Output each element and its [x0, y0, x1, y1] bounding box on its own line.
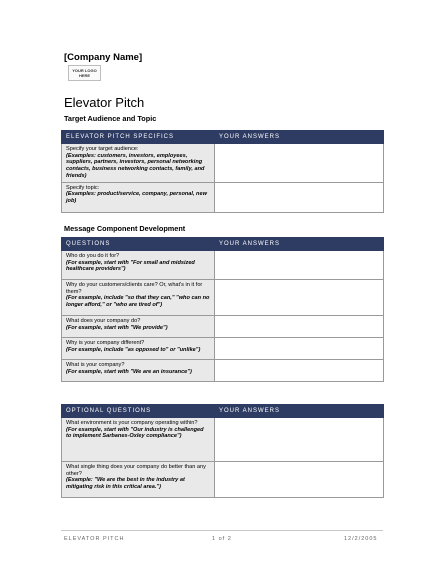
- question-cell: [62, 280, 215, 316]
- example-text: (For example, include "as opposed to" or "unlike"): [66, 346, 201, 353]
- table-row: [62, 144, 384, 183]
- example-text: (Example: "We are the best in the industry at mitigating risk in this critical area."): [66, 477, 185, 491]
- target-audience-table: [61, 130, 384, 213]
- footer-doc-title: ELEVATOR PITCH: [64, 536, 125, 542]
- answer-cell[interactable]: [215, 338, 384, 360]
- example-text: (For example, include "so that they can," "who can no longer afford," or "who are tired of"): [66, 295, 210, 309]
- question-cell: [62, 144, 215, 183]
- table-row: [62, 251, 384, 280]
- section2-heading: Message Component Development: [64, 224, 186, 233]
- question-text: What single thing does your company do better than any other?: [66, 464, 206, 477]
- table-header-row: [62, 131, 384, 144]
- question-cell: [62, 360, 215, 382]
- answer-cell[interactable]: [215, 316, 384, 338]
- question-text: Specify your target audience:: [66, 146, 139, 152]
- answer-cell[interactable]: [215, 251, 384, 280]
- company-name: [Company Name]: [64, 52, 143, 63]
- column-header-answers: YOUR ANSWERS: [215, 131, 384, 144]
- column-header-questions: QUESTIONS: [62, 238, 215, 251]
- table-row: [62, 280, 384, 316]
- footer-divider: [61, 530, 383, 531]
- question-text: Who do you do it for?: [66, 253, 120, 259]
- page-title: Elevator Pitch: [64, 95, 145, 110]
- optional-questions-table: [61, 404, 384, 498]
- question-cell: [62, 182, 215, 212]
- section1-heading: Target Audience and Topic: [64, 114, 157, 123]
- example-text: (For example, start with "For small and midsized healthcare providers"): [66, 259, 195, 273]
- table-row: [62, 418, 384, 462]
- table-row: [62, 316, 384, 338]
- table-row: [62, 360, 384, 382]
- answer-cell[interactable]: [215, 144, 384, 183]
- question-text: Specify topic:: [66, 184, 100, 191]
- logo-placeholder: YOUR LOGO HERE: [68, 65, 101, 81]
- footer-date: 12/2/2005: [344, 536, 378, 542]
- example-text: (For example, start with "We provide"): [66, 324, 168, 331]
- column-header-optional: OPTIONAL QUESTIONS: [62, 405, 215, 418]
- table-row: [62, 182, 384, 212]
- column-header-answers: YOUR ANSWERS: [215, 405, 384, 418]
- table-row: [62, 462, 384, 498]
- example-text: (For example, start with "Our industry is challenged to implement Sarbanes-Oxley compliance"): [66, 426, 204, 440]
- table-header-row: [62, 405, 384, 418]
- question-text: What is your company?: [66, 362, 125, 368]
- question-text: What does your company do?: [66, 318, 141, 324]
- answer-cell[interactable]: [215, 280, 384, 316]
- footer-page-number: 1 of 2: [212, 536, 232, 542]
- column-header-answers: YOUR ANSWERS: [215, 238, 384, 251]
- question-text: Why do your customers/clients care? Or, what's in it for them?: [66, 282, 203, 295]
- table-row: [62, 338, 384, 360]
- answer-cell[interactable]: [215, 182, 384, 212]
- question-text: What environment is your company operating within?: [66, 420, 198, 426]
- column-header-specifics: ELEVATOR PITCH SPECIFICS: [62, 131, 215, 144]
- message-component-table: [61, 237, 384, 382]
- question-cell: [62, 462, 215, 498]
- question-cell: [62, 418, 215, 462]
- question-cell: [62, 251, 215, 280]
- table-header-row: [62, 238, 384, 251]
- answer-cell[interactable]: [215, 462, 384, 498]
- example-text: (For example, start with "We are an insurance"): [66, 368, 192, 375]
- example-text: (Examples: product/service, company, personal, new job): [66, 191, 207, 204]
- answer-cell[interactable]: [215, 360, 384, 382]
- question-text: Why is your company different?: [66, 340, 145, 346]
- question-cell: [62, 316, 215, 338]
- example-text: (Examples: customers, investors, employees, suppliers, partners, investors, personal networking contacts, business networking contacts, family, and friends): [66, 152, 205, 179]
- answer-cell[interactable]: [215, 418, 384, 462]
- question-cell: [62, 338, 215, 360]
